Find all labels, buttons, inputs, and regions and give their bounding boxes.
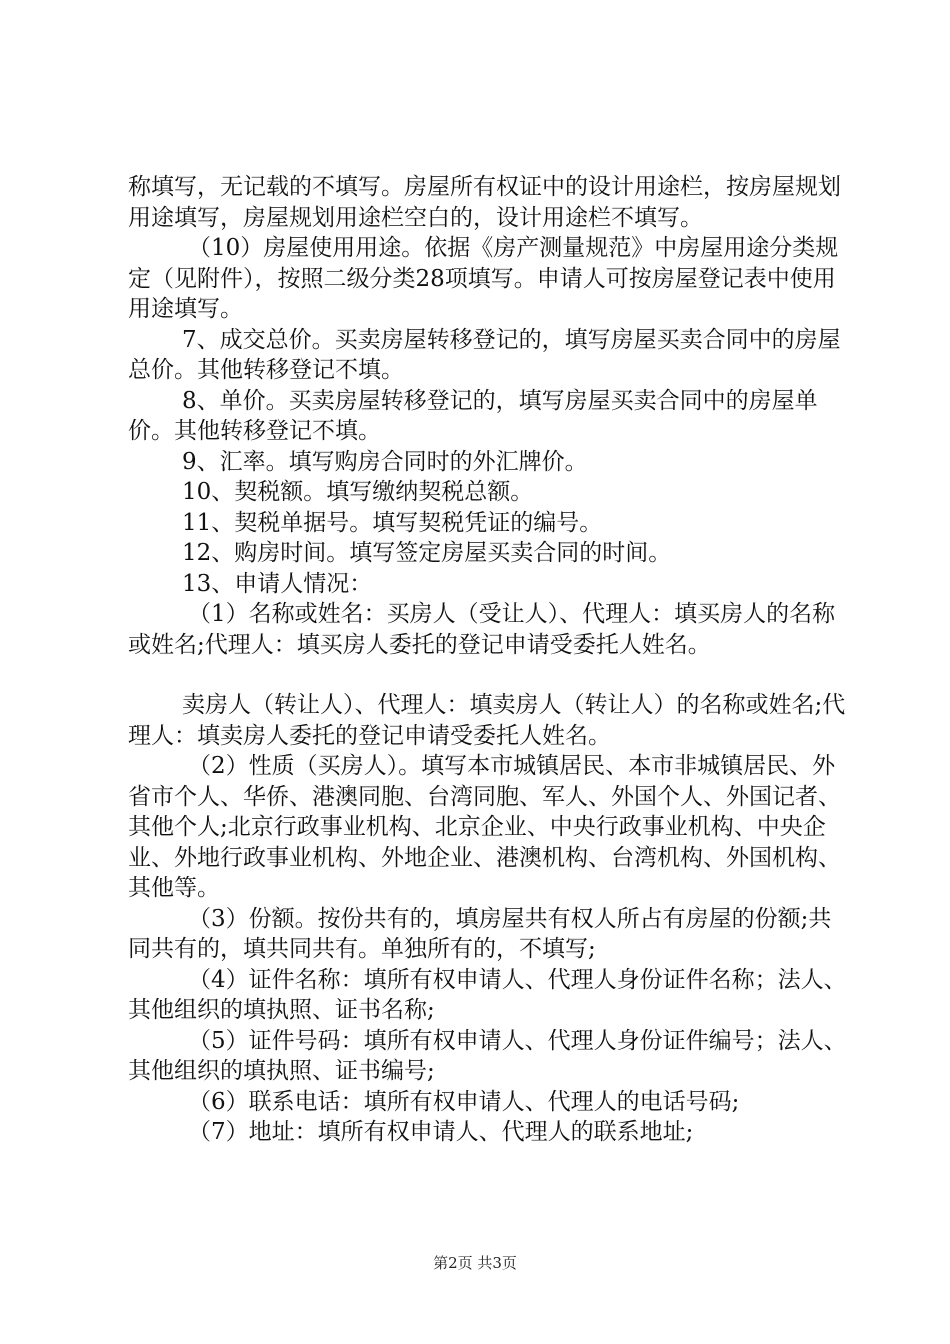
paragraph-exchange-rate: 9、汇率。填写购房合同时的外汇牌价。 xyxy=(182,448,588,475)
paragraph-usage: （10）房屋使用用途。依据《房产测量规范》中房屋用途分类规定（见附件），按照二级分类28项填写。申请人可按房屋登记表中使用用途填写。 xyxy=(128,235,839,322)
paragraph-address: （7）地址：填所有权申请人、代理人的联系地址; xyxy=(188,1119,694,1145)
paragraph-unit-price: 8、单价。买卖房屋转移登记的，填写房屋买卖合同中的房屋单价。其他转移登记不填。 xyxy=(128,387,818,444)
paragraph-id-name: （4）证件名称：填所有权申请人、代理人身份证件名称；法人、其他组织的填执照、证书名称; xyxy=(128,966,847,1023)
paragraph-applicant-heading: 13、申请人情况： xyxy=(182,570,373,597)
paragraph-gap xyxy=(128,660,848,690)
document-body xyxy=(128,172,848,1148)
paragraph-seller-name: 卖房人（转让人）、代理人：填卖房人（转让人）的名称或姓名;代理人：填卖房人委托的登记申请受委托人姓名。 xyxy=(128,692,846,749)
paragraph-id-number: （5）证件号码：填所有权申请人、代理人身份证件编号；法人、其他组织的填执照、证书编号; xyxy=(128,1027,847,1084)
paragraph-nature: （2）性质（买房人）。填写本市城镇居民、本市非城镇居民、外省市个人、华侨、港澳同胞、台湾同胞、军人、外国个人、外国记者、其他个人;北京行政事业机构、北京企业、中央行政事业机构、中央企业、外地行政事业机构、外地企业、港澳机构、台湾机构、外国机构、其他等。 xyxy=(128,753,841,901)
paragraph-total-price: 7、成交总价。买卖房屋转移登记的，填写房屋买卖合同中的房屋总价。其他转移登记不填。 xyxy=(128,326,841,383)
paragraph-share: （3）份额。按份共有的，填房屋共有权人所占有房屋的份额;共同共有的，填共同共有。单独所有的，不填写; xyxy=(128,905,832,962)
paragraph-deed-tax: 10、契税额。填写缴纳契税总额。 xyxy=(182,479,534,505)
paragraph-purchase-time: 12、购房时间。填写签定房屋买卖合同的时间。 xyxy=(182,540,672,566)
paragraph-deed-tax-number: 11、契税单据号。填写契税凭证的编号。 xyxy=(182,509,603,536)
page-number-footer: 第2页 共3页 xyxy=(433,1254,517,1272)
paragraph-phone: （6）联系电话：填所有权申请人、代理人的电话号码; xyxy=(188,1088,740,1115)
paragraph-design-use: 称填写，无记载的不填写。房屋所有权证中的设计用途栏，按房屋规划用途填写，房屋规划用途栏空白的，设计用途栏不填写。 xyxy=(128,174,841,231)
paragraph-buyer-name: （1）名称或姓名：买房人（受让人）、代理人：填买房人的名称或姓名;代理人：填买房人委托的登记申请受委托人姓名。 xyxy=(128,601,836,658)
